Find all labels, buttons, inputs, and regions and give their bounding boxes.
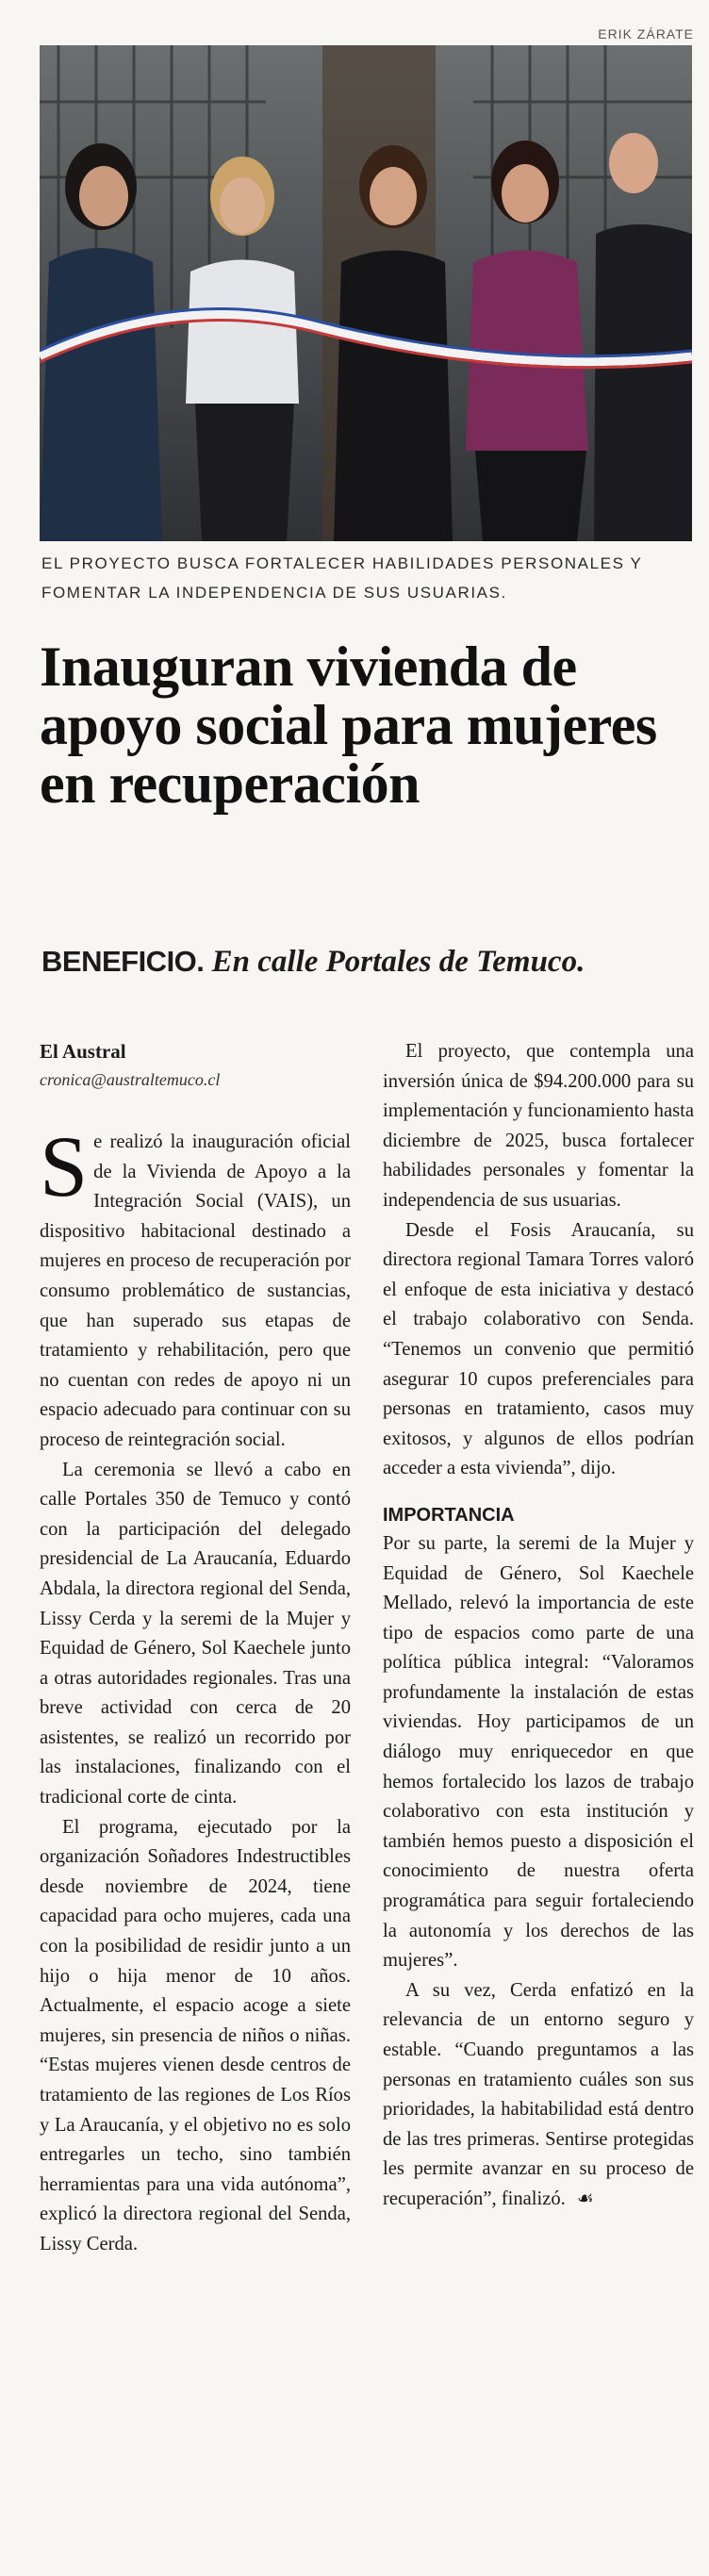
photo-caption: EL PROYECTO BUSCA FORTALECER HABILIDADES PERSONALES Y FOMENTAR LA INDEPENDENCIA DE SUS USUARIAS.: [41, 554, 643, 602]
kicker: BENEFICIO.: [41, 945, 205, 978]
section-heading: IMPORTANCIA: [383, 1504, 515, 1526]
drop-cap: S: [40, 1118, 89, 1214]
paragraph-5: Desde el Fosis Araucanía, su directora regional Tamara Torres valoró el enfoque de esta iniciativa y destacó el trabajo colaborativo con Senda. “Tenemos un convenio que permitió asegurar 10 cupos preferenciales para personas en tratamiento, casos muy exitosos, y algunos de ellos podrían acceder a esta vivienda”, dijo.: [383, 1219, 694, 1479]
paragraph-4: El proyecto, que contempla una inversión única de $94.200.000 para su implementación y funcionamiento hasta diciembre de 2025, busca fortalecer habilidades personales y fomentar la independencia de sus usuarias.: [383, 1041, 694, 1211]
article-subhead: [41, 943, 692, 981]
article-headline: Inauguran vivienda de apoyo social para mujeres en recuperación: [40, 636, 657, 815]
end-mark-icon: ☙: [576, 2188, 594, 2209]
paragraph-3: El programa, ejecutado por la organización Soñadores Indestructibles desde noviembre de 2024, tiene capacidad para ocho mujeres, cada una con la posibilidad de residir junto a un hijo o hija menor de 10 años. Actualmente, el espacio acoge a siete mujeres, sin presencia de niños o niñas. “Estas mujeres vienen desde centros de tratamiento de las regiones de Los Ríos y La Araucanía, y el objetivo no es solo entregarles un techo, sino también herramientas para una vida autónoma”, explicó la directora regional del Senda, Lissy Cerda.: [40, 1816, 351, 2254]
deck: En calle Portales de Temuco.: [211, 945, 585, 979]
paragraph-6: Por su parte, la seremi de la Mujer y Equidad de Género, Sol Kaechele Mellado, relevó la importancia de este tipo de espacios como parte de una política pública integral: “Valoramos profundamente la instalación de estas viviendas. Hoy participamos de un diálogo muy enriquecedor en que hemos fortalecido los lazos de trabajo colaborativo con esta institución y también hemos puesto a disposición el conocimiento de nuestra oferta programática para seguir fortaleciendo la autonomía y los derechos de las mujeres”.: [383, 1532, 694, 1972]
article-photo: [40, 45, 692, 541]
lead-paragraph: [40, 1118, 351, 1456]
article-column-right: [383, 1037, 694, 2215]
lead-text: e realizó la inauguración oficial de la Vivienda de Apoyo a la Integración Social (VAIS), un dispositivo habitacional destinado a mujeres en proceso de recuperación por consumo problemático de sustancias, que han superado sus etapas de tratamiento y rehabilitación, pero que no cuentan con redes de apoyo ni un espacio adecuado para continuar con su proceso de reintegración social.: [40, 1131, 351, 1450]
paragraph-2: La ceremonia se llevó a cabo en calle Portales 350 de Temuco y contó con la participación del delegado presidencial de La Araucanía, Eduardo Abdala, la directora regional del Senda, Lissy Cerda y la seremi de la Mujer y Equidad de Género, Sol Kaechele junto a otras autoridades regionales. Tras una breve actividad con cerca de 20 asistentes, se realizó un recorrido por las instalaciones, finalizando con el tradicional corte de cinta.: [40, 1459, 351, 1808]
paragraph-7: [383, 1976, 694, 2215]
paragraph-7-text: A su vez, Cerda enfatizó en la relevancia de un entorno seguro y estable. “Cuando preguntamos a las personas en tratamiento cuáles son sus prioridades, la habitabilidad está dentro de las tres primeras. Sentirse protegidas les permite avanzar en su proceso de recuperación”, finalizó.: [383, 1979, 694, 2209]
byline: El Austral: [40, 1040, 126, 1063]
photo-credit: ERIK ZÁRATE: [598, 26, 694, 41]
article-column-left: [40, 1037, 351, 2260]
byline-email: cronica@australtemuco.cl: [40, 1070, 221, 1089]
